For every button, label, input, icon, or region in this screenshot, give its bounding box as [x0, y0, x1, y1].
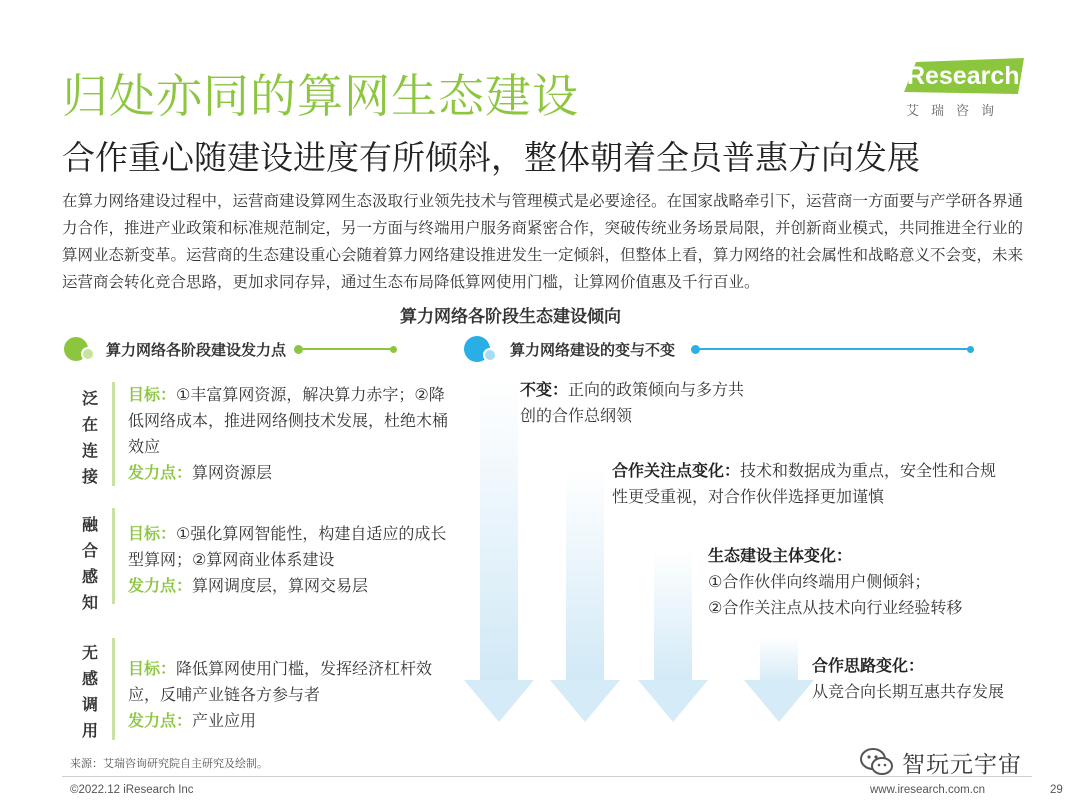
change-item-4: [812, 653, 1042, 705]
blue-line-start-dot: [691, 345, 700, 354]
page-subtitle: 合作重心随建设进度有所倾斜，整体朝着全员普惠方向发展: [62, 138, 920, 177]
wechat-watermark: [860, 745, 1022, 779]
stage-label-3: 无感调用: [81, 643, 98, 740]
goal-key-2: 目标：: [128, 524, 177, 543]
page-title: 归处亦同的算网生态建设: [62, 69, 579, 123]
change-text-4: 从竞合向长期互惠共存发展: [812, 682, 1005, 701]
goal-text-3: 降低算网使用门槛，发挥经济杠杆效应，反哺产业链各方参与者: [128, 659, 433, 704]
site-url: www.iresearch.com.cn: [870, 784, 986, 796]
focus-key-3: 发力点：: [128, 711, 193, 730]
change-item-2: [612, 458, 1012, 510]
left-section-heading: 算力网络各阶段建设发力点: [106, 340, 287, 359]
page-number: 29: [1050, 784, 1063, 796]
change-text-3a: ①合作伙伴向终端用户侧倾斜；: [708, 572, 931, 591]
goal-key-3: 目标：: [128, 659, 177, 678]
arrow-3: [638, 550, 708, 722]
change-text-1: 正向的政策倾向与多方共创的合作总纲领: [520, 380, 745, 425]
intro-paragraph: 在算力网络建设过程中，运营商建设算网生态汲取行业领先技术与管理模式是必要途径。在国家战略牵引下，运营商一方面要与产学研各界通力合作，推进产业政策和标准规范制定，另一方面与终端用户服务商紧密合作，突破传统业务场景局限，并创新商业模式，共同推进全行业的算网业态新变革。运营商的生态建设重心会随着算力网络建设推进发生一定倾斜，但整体上看，算力网络的社会属性和战略意义不会变，未来运营商会转化竞合思路，更加求同存异，通过生态布局降低算网使用门槛，让算网价值惠及千行百业。: [62, 192, 1024, 291]
logo-subtext: 艾瑞咨询: [906, 104, 1007, 119]
stage-label-2: 融合感知: [81, 515, 98, 612]
goal-text-2: ①强化算网智能性，构建自适应的成长型算网；②算网商业体系建设: [128, 524, 447, 569]
wechat-account-name: 智玩元宇宙: [902, 751, 1022, 778]
iresearch-logo: [900, 60, 1030, 120]
change-key-1: 不变：: [520, 380, 569, 399]
arrow-4: [744, 636, 814, 722]
focus-key-2: 发力点：: [128, 576, 193, 595]
change-key-3: 生态建设主体变化：: [708, 546, 853, 565]
focus-text-1: 算网资源层: [192, 463, 273, 482]
green-divider: [303, 348, 393, 350]
copyright: ©2022.12 iResearch Inc: [70, 784, 194, 796]
stage-bracket-1: [112, 382, 115, 486]
stage-bracket-3: [112, 638, 115, 740]
stage-block-1: [128, 382, 448, 486]
logo-text: iResearch: [900, 62, 1020, 90]
source-note: 来源：艾瑞咨询研究院自主研究及绘制。: [70, 757, 268, 770]
blue-circles-icon: [462, 334, 502, 364]
change-key-2: 合作关注点变化：: [612, 461, 741, 480]
change-item-3: [708, 543, 1028, 621]
stage-block-3: [128, 656, 448, 734]
blue-line-end-dot: [967, 346, 974, 353]
change-text-2: 技术和数据成为重点，安全性和合规性更受重视，对合作伙伴选择更加谨慎: [612, 461, 997, 506]
green-line: [294, 345, 303, 354]
arrow-1: [464, 380, 534, 722]
wechat-icon: [860, 747, 894, 777]
change-item-1: [520, 377, 750, 429]
change-key-4: 合作思路变化：: [812, 656, 925, 675]
stage-label-1: 泛在连接: [81, 389, 98, 486]
right-section-header: [462, 334, 974, 364]
focus-text-3: 产业应用: [192, 711, 257, 730]
stage-block-2: [128, 521, 448, 599]
blue-divider: [700, 348, 970, 350]
arrow-2: [550, 468, 620, 722]
change-text-3b: ②合作关注点从技术向行业经验转移: [708, 598, 963, 617]
goal-key-1: 目标：: [128, 385, 177, 404]
green-line-end-dot: [390, 346, 397, 353]
green-circles-icon: [62, 334, 98, 364]
stage-bracket-2: [112, 508, 115, 604]
center-heading: 算力网络各阶段生态建设倾向: [400, 307, 621, 327]
focus-key-1: 发力点：: [128, 463, 193, 482]
right-section-heading: 算力网络建设的变与不变: [510, 340, 676, 359]
focus-text-2: 算网调度层，算网交易层: [192, 576, 369, 595]
left-section-header: [62, 334, 397, 364]
goal-text-1: ①丰富算网资源，解决算力赤字；②降低网络成本，推进网络侧技术发展，杜绝木桶效应: [128, 385, 449, 456]
